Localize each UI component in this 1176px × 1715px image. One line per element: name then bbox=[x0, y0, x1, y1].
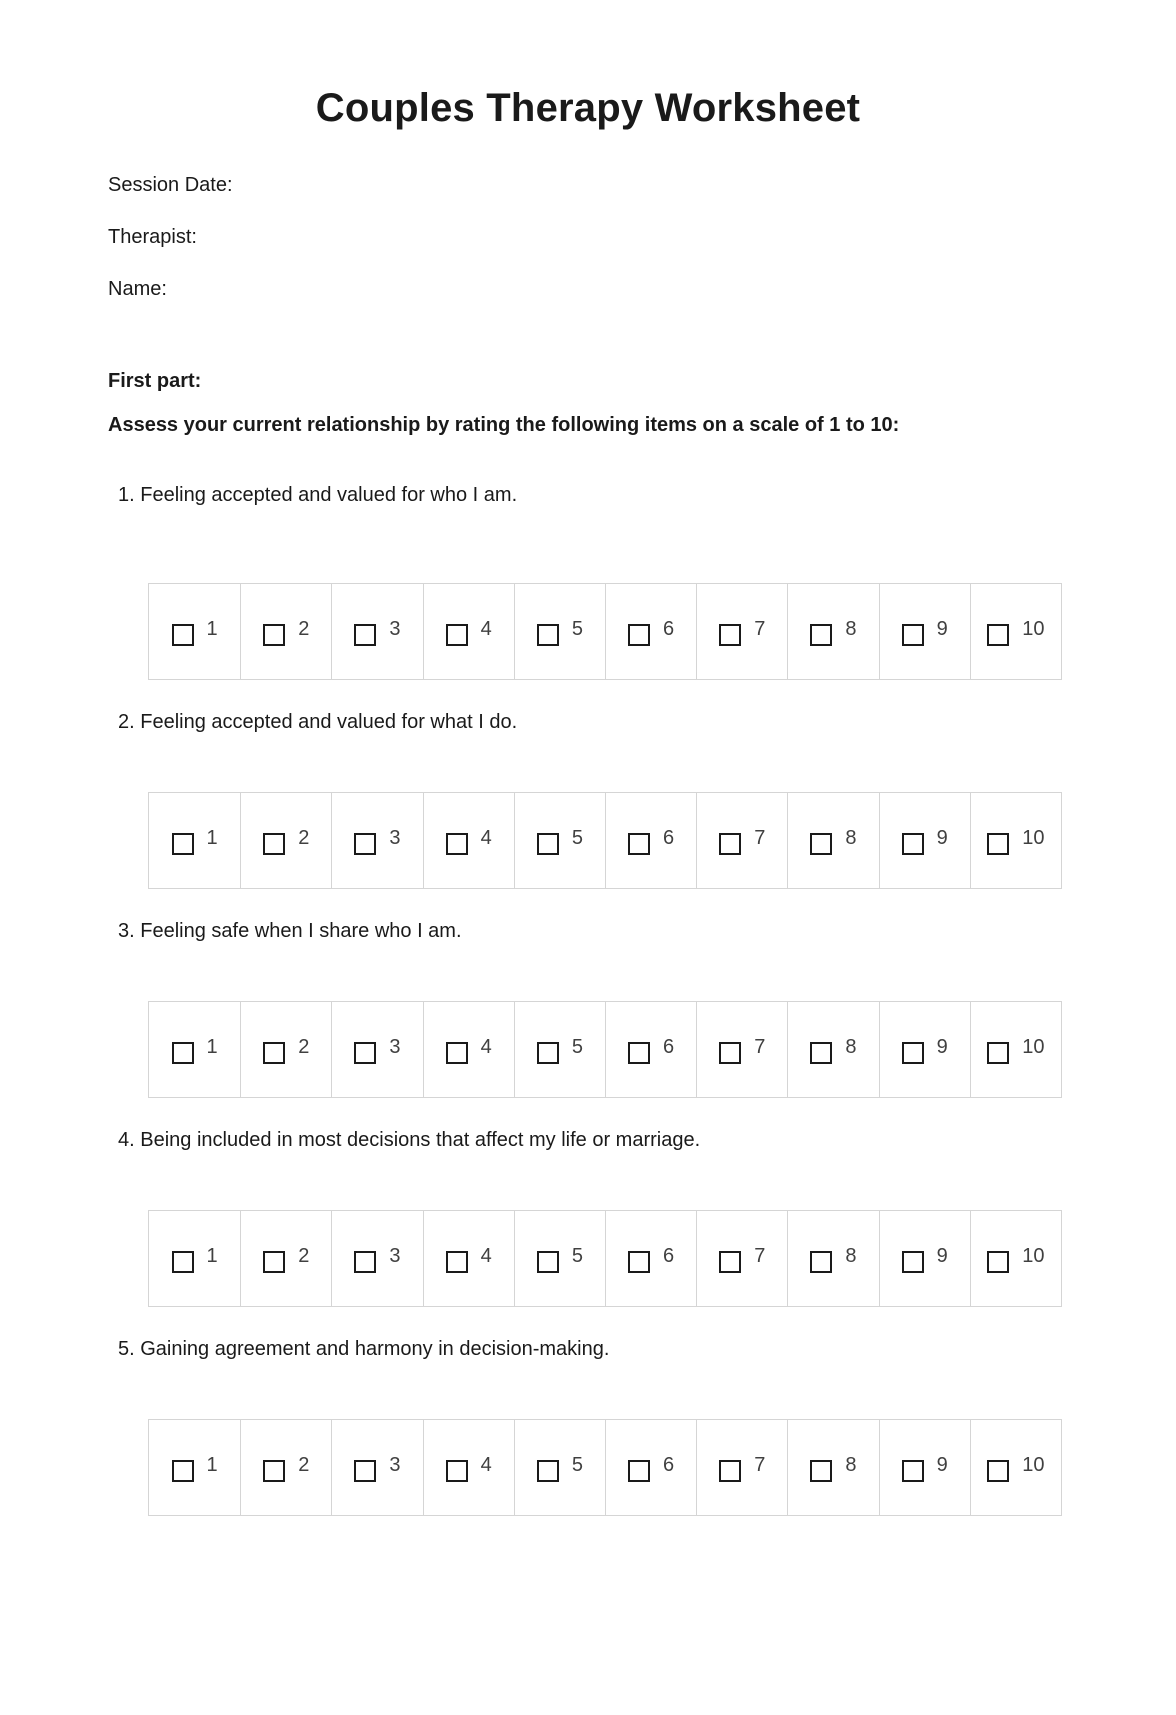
rating-number-label: 1 bbox=[206, 1245, 218, 1267]
rating-cell bbox=[787, 793, 878, 888]
session-date-label: Session Date: bbox=[108, 174, 233, 196]
rating-cell bbox=[240, 1420, 331, 1515]
rating-cell bbox=[514, 1002, 605, 1097]
rating-number-label: 5 bbox=[571, 827, 583, 849]
rating-cell bbox=[331, 584, 422, 679]
rating-cell bbox=[605, 1211, 696, 1306]
rating-checkbox[interactable] bbox=[987, 1460, 1009, 1482]
rating-option bbox=[537, 1453, 583, 1482]
rating-checkbox[interactable] bbox=[902, 624, 924, 646]
rating-number-label: 10 bbox=[1022, 1454, 1045, 1476]
rating-number-label: 6 bbox=[663, 1454, 675, 1476]
therapist-label: Therapist: bbox=[108, 226, 197, 248]
rating-number-label: 8 bbox=[845, 1454, 857, 1476]
rating-checkbox[interactable] bbox=[987, 624, 1009, 646]
rating-number-label: 2 bbox=[298, 1245, 310, 1267]
rating-cell bbox=[514, 793, 605, 888]
rating-checkbox[interactable] bbox=[810, 833, 832, 855]
rating-cell bbox=[605, 1002, 696, 1097]
rating-number-label: 7 bbox=[754, 618, 766, 640]
rating-checkbox[interactable] bbox=[628, 1042, 650, 1064]
section-instruction: Assess your current relationship by rating the following items on a scale of 1 to 10: bbox=[108, 414, 900, 436]
rating-number-label: 3 bbox=[389, 618, 401, 640]
rating-option bbox=[354, 1453, 400, 1482]
rating-cell bbox=[149, 584, 240, 679]
rating-checkbox[interactable] bbox=[354, 1251, 376, 1273]
rating-cell bbox=[970, 1420, 1061, 1515]
rating-checkbox[interactable] bbox=[354, 833, 376, 855]
rating-cell bbox=[970, 793, 1061, 888]
rating-item-1 bbox=[108, 483, 1068, 680]
rating-cell bbox=[879, 1420, 970, 1515]
rating-cell bbox=[605, 1420, 696, 1515]
rating-checkbox[interactable] bbox=[446, 624, 468, 646]
rating-option bbox=[354, 617, 400, 646]
rating-number-label: 5 bbox=[571, 1036, 583, 1058]
rating-cell bbox=[149, 793, 240, 888]
rating-number-label: 5 bbox=[571, 618, 583, 640]
rating-item-5 bbox=[108, 1337, 1068, 1516]
rating-number-label: 2 bbox=[298, 827, 310, 849]
rating-number-label: 8 bbox=[845, 1245, 857, 1267]
rating-cell bbox=[605, 584, 696, 679]
rating-checkbox[interactable] bbox=[354, 624, 376, 646]
rating-number-label: 8 bbox=[845, 827, 857, 849]
rating-items bbox=[108, 483, 1068, 1516]
rating-number-label: 1 bbox=[206, 1454, 218, 1476]
rating-number-label: 9 bbox=[936, 827, 948, 849]
rating-cell bbox=[970, 1211, 1061, 1306]
rating-checkbox[interactable] bbox=[537, 1460, 559, 1482]
rating-cell bbox=[696, 1211, 787, 1306]
rating-checkbox[interactable] bbox=[172, 1042, 194, 1064]
rating-number-label: 2 bbox=[298, 618, 310, 640]
rating-item-2 bbox=[108, 710, 1068, 889]
rating-checkbox[interactable] bbox=[628, 624, 650, 646]
rating-number-label: 7 bbox=[754, 1454, 766, 1476]
rating-option bbox=[263, 617, 309, 646]
rating-checkbox[interactable] bbox=[172, 624, 194, 646]
rating-cell bbox=[514, 1211, 605, 1306]
rating-checkbox[interactable] bbox=[628, 1251, 650, 1273]
rating-checkbox[interactable] bbox=[446, 1251, 468, 1273]
rating-checkbox[interactable] bbox=[987, 1251, 1009, 1273]
rating-cell bbox=[696, 584, 787, 679]
rating-number-label: 9 bbox=[936, 1036, 948, 1058]
rating-checkbox[interactable] bbox=[354, 1460, 376, 1482]
rating-cell bbox=[331, 1002, 422, 1097]
rating-cell bbox=[514, 1420, 605, 1515]
rating-checkbox[interactable] bbox=[719, 833, 741, 855]
rating-item-label: 2. Feeling accepted and valued for what I do. bbox=[118, 711, 518, 733]
rating-checkbox[interactable] bbox=[810, 624, 832, 646]
rating-cell bbox=[423, 584, 514, 679]
rating-number-label: 7 bbox=[754, 1245, 766, 1267]
rating-item-label: 5. Gaining agreement and harmony in decision-making. bbox=[118, 1338, 610, 1360]
rating-option bbox=[537, 826, 583, 855]
rating-number-label: 6 bbox=[663, 618, 675, 640]
rating-checkbox[interactable] bbox=[719, 1251, 741, 1273]
rating-option bbox=[354, 826, 400, 855]
rating-option bbox=[354, 1035, 400, 1064]
rating-option bbox=[902, 617, 948, 646]
rating-option bbox=[172, 1453, 218, 1482]
rating-option bbox=[537, 1244, 583, 1273]
rating-item-label: 1. Feeling accepted and valued for who I am. bbox=[118, 484, 518, 506]
rating-number-label: 4 bbox=[480, 1454, 492, 1476]
rating-option bbox=[987, 1244, 1044, 1273]
rating-number-label: 1 bbox=[206, 618, 218, 640]
rating-checkbox[interactable] bbox=[719, 1042, 741, 1064]
rating-checkbox[interactable] bbox=[987, 1042, 1009, 1064]
rating-number-label: 6 bbox=[663, 827, 675, 849]
rating-option bbox=[810, 826, 856, 855]
rating-option bbox=[810, 1453, 856, 1482]
rating-number-label: 6 bbox=[663, 1245, 675, 1267]
rating-option bbox=[537, 1035, 583, 1064]
rating-scale-row bbox=[148, 1210, 1062, 1307]
rating-option bbox=[987, 826, 1044, 855]
rating-number-label: 10 bbox=[1022, 1036, 1045, 1058]
rating-option bbox=[263, 1035, 309, 1064]
rating-checkbox[interactable] bbox=[446, 833, 468, 855]
rating-cell bbox=[605, 793, 696, 888]
rating-option bbox=[263, 1244, 309, 1273]
first-part-section bbox=[108, 369, 1068, 437]
rating-option bbox=[172, 1244, 218, 1273]
rating-number-label: 4 bbox=[480, 618, 492, 640]
rating-checkbox[interactable] bbox=[902, 1460, 924, 1482]
rating-number-label: 3 bbox=[389, 1036, 401, 1058]
rating-checkbox[interactable] bbox=[537, 1251, 559, 1273]
rating-cell bbox=[240, 1211, 331, 1306]
rating-checkbox[interactable] bbox=[263, 1460, 285, 1482]
rating-cell bbox=[970, 1002, 1061, 1097]
rating-option bbox=[902, 826, 948, 855]
page-title: Couples Therapy Worksheet bbox=[315, 86, 861, 130]
rating-cell bbox=[240, 793, 331, 888]
rating-cell bbox=[514, 584, 605, 679]
rating-option bbox=[987, 617, 1044, 646]
rating-number-label: 6 bbox=[663, 1036, 675, 1058]
rating-cell bbox=[787, 584, 878, 679]
rating-option bbox=[172, 617, 218, 646]
rating-number-label: 3 bbox=[389, 827, 401, 849]
rating-option bbox=[719, 1244, 765, 1273]
rating-cell bbox=[423, 1420, 514, 1515]
rating-number-label: 7 bbox=[754, 1036, 766, 1058]
rating-checkbox[interactable] bbox=[810, 1460, 832, 1482]
header-fields bbox=[108, 173, 1068, 301]
rating-checkbox[interactable] bbox=[902, 1042, 924, 1064]
rating-cell bbox=[879, 1002, 970, 1097]
rating-item-label: 4. Being included in most decisions that affect my life or marriage. bbox=[118, 1129, 701, 1151]
rating-checkbox[interactable] bbox=[263, 833, 285, 855]
rating-option bbox=[628, 826, 674, 855]
rating-checkbox[interactable] bbox=[446, 1042, 468, 1064]
rating-checkbox[interactable] bbox=[719, 624, 741, 646]
rating-option bbox=[902, 1035, 948, 1064]
rating-cell bbox=[331, 1420, 422, 1515]
rating-cell bbox=[423, 1002, 514, 1097]
rating-option bbox=[446, 617, 492, 646]
rating-checkbox[interactable] bbox=[719, 1460, 741, 1482]
rating-number-label: 10 bbox=[1022, 618, 1045, 640]
rating-number-label: 5 bbox=[571, 1454, 583, 1476]
rating-option bbox=[263, 1453, 309, 1482]
rating-number-label: 9 bbox=[936, 1245, 948, 1267]
rating-option bbox=[354, 1244, 400, 1273]
rating-option bbox=[537, 617, 583, 646]
rating-option bbox=[719, 1035, 765, 1064]
rating-checkbox[interactable] bbox=[263, 1042, 285, 1064]
rating-checkbox[interactable] bbox=[902, 833, 924, 855]
rating-number-label: 10 bbox=[1022, 1245, 1045, 1267]
rating-cell bbox=[149, 1211, 240, 1306]
rating-option bbox=[902, 1244, 948, 1273]
rating-number-label: 9 bbox=[936, 618, 948, 640]
rating-cell bbox=[423, 793, 514, 888]
rating-option bbox=[902, 1453, 948, 1482]
rating-checkbox[interactable] bbox=[810, 1042, 832, 1064]
rating-option bbox=[172, 826, 218, 855]
rating-option bbox=[719, 1453, 765, 1482]
rating-number-label: 2 bbox=[298, 1454, 310, 1476]
rating-scale-row bbox=[148, 583, 1062, 680]
rating-number-label: 7 bbox=[754, 827, 766, 849]
rating-checkbox[interactable] bbox=[354, 1042, 376, 1064]
rating-checkbox[interactable] bbox=[263, 1251, 285, 1273]
rating-checkbox[interactable] bbox=[810, 1251, 832, 1273]
rating-checkbox[interactable] bbox=[628, 833, 650, 855]
rating-cell bbox=[879, 584, 970, 679]
rating-option bbox=[719, 617, 765, 646]
rating-number-label: 4 bbox=[480, 827, 492, 849]
rating-cell bbox=[879, 1211, 970, 1306]
rating-number-label: 1 bbox=[206, 1036, 218, 1058]
rating-option bbox=[810, 1244, 856, 1273]
rating-item-label: 3. Feeling safe when I share who I am. bbox=[118, 920, 462, 942]
rating-number-label: 8 bbox=[845, 1036, 857, 1058]
rating-option bbox=[719, 826, 765, 855]
rating-option bbox=[810, 1035, 856, 1064]
rating-number-label: 3 bbox=[389, 1245, 401, 1267]
rating-cell bbox=[970, 584, 1061, 679]
rating-cell bbox=[240, 584, 331, 679]
rating-checkbox[interactable] bbox=[537, 1042, 559, 1064]
rating-cell bbox=[787, 1002, 878, 1097]
rating-cell bbox=[696, 1002, 787, 1097]
rating-option bbox=[446, 1453, 492, 1482]
rating-number-label: 9 bbox=[936, 1454, 948, 1476]
rating-cell bbox=[149, 1002, 240, 1097]
rating-option bbox=[987, 1035, 1044, 1064]
rating-checkbox[interactable] bbox=[987, 833, 1009, 855]
rating-option bbox=[446, 826, 492, 855]
rating-option bbox=[628, 1453, 674, 1482]
rating-checkbox[interactable] bbox=[537, 833, 559, 855]
rating-option bbox=[628, 617, 674, 646]
rating-number-label: 4 bbox=[480, 1036, 492, 1058]
rating-cell bbox=[331, 793, 422, 888]
rating-cell bbox=[696, 1420, 787, 1515]
rating-number-label: 1 bbox=[206, 827, 218, 849]
rating-cell bbox=[240, 1002, 331, 1097]
rating-option bbox=[446, 1035, 492, 1064]
rating-checkbox[interactable] bbox=[628, 1460, 650, 1482]
rating-scale-row bbox=[148, 1001, 1062, 1098]
rating-number-label: 2 bbox=[298, 1036, 310, 1058]
rating-number-label: 4 bbox=[480, 1245, 492, 1267]
rating-number-label: 8 bbox=[845, 618, 857, 640]
rating-cell bbox=[879, 793, 970, 888]
rating-cell bbox=[149, 1420, 240, 1515]
rating-checkbox[interactable] bbox=[263, 624, 285, 646]
rating-item-3 bbox=[108, 919, 1068, 1098]
rating-checkbox[interactable] bbox=[172, 1460, 194, 1482]
rating-option bbox=[810, 617, 856, 646]
rating-cell bbox=[331, 1211, 422, 1306]
rating-option bbox=[628, 1244, 674, 1273]
rating-number-label: 3 bbox=[389, 1454, 401, 1476]
rating-number-label: 10 bbox=[1022, 827, 1045, 849]
rating-cell bbox=[787, 1211, 878, 1306]
rating-checkbox[interactable] bbox=[172, 1251, 194, 1273]
rating-cell bbox=[423, 1211, 514, 1306]
rating-checkbox[interactable] bbox=[446, 1460, 468, 1482]
rating-checkbox[interactable] bbox=[902, 1251, 924, 1273]
rating-option bbox=[263, 826, 309, 855]
rating-number-label: 5 bbox=[571, 1245, 583, 1267]
rating-option bbox=[172, 1035, 218, 1064]
worksheet-page bbox=[0, 85, 1176, 1715]
rating-item-4 bbox=[108, 1128, 1068, 1307]
rating-option bbox=[446, 1244, 492, 1273]
section-heading: First part: bbox=[108, 370, 202, 392]
rating-checkbox[interactable] bbox=[172, 833, 194, 855]
rating-cell bbox=[696, 793, 787, 888]
rating-scale-row bbox=[148, 1419, 1062, 1516]
rating-option bbox=[987, 1453, 1044, 1482]
rating-option bbox=[628, 1035, 674, 1064]
rating-cell bbox=[787, 1420, 878, 1515]
rating-scale-row bbox=[148, 792, 1062, 889]
rating-checkbox[interactable] bbox=[537, 624, 559, 646]
name-label: Name: bbox=[108, 278, 167, 300]
